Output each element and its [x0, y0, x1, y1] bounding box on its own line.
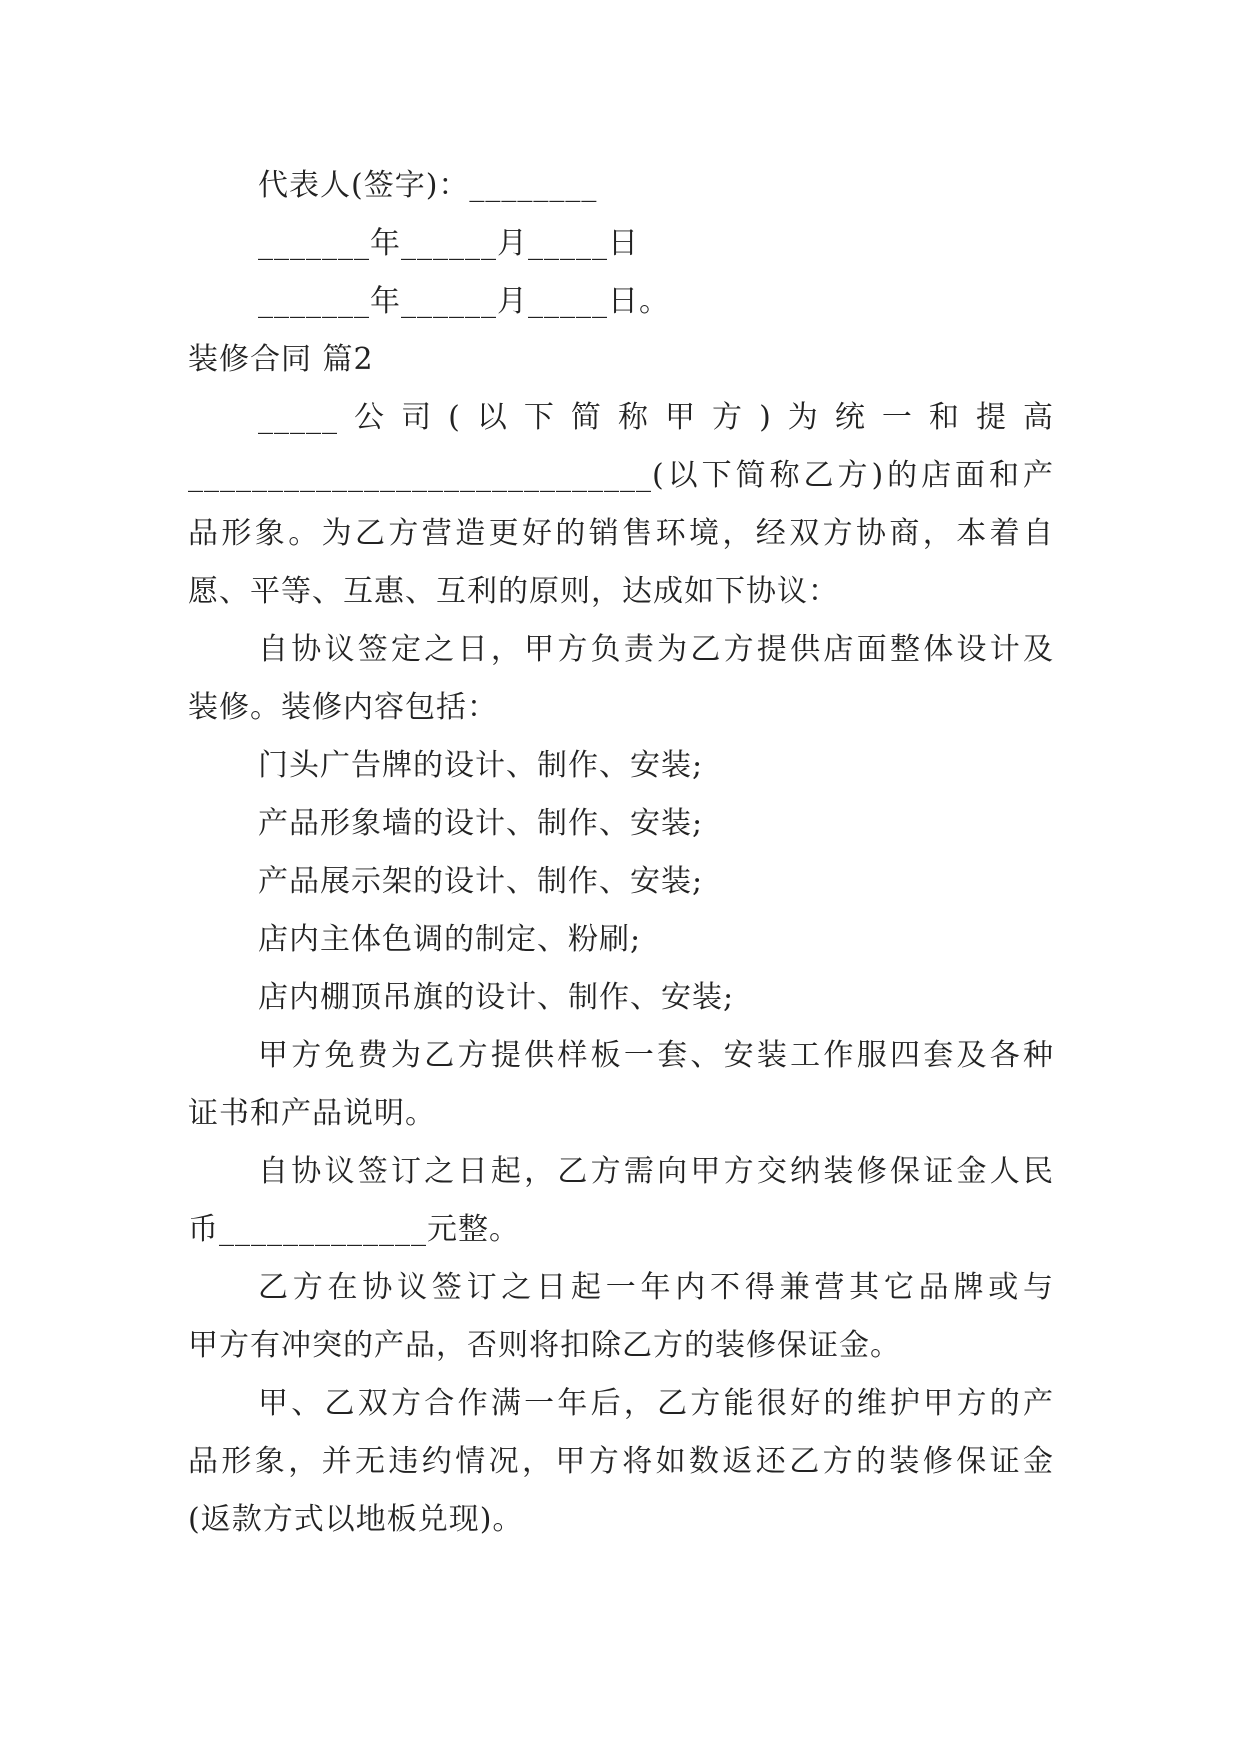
paragraph-line: 甲方有冲突的产品，否则将扣除乙方的装修保证金。: [188, 1328, 901, 1363]
list-item: 产品展示架的设计、制作、安装;: [258, 864, 704, 899]
paragraph-line: 自协议签定之日，甲方负责为乙方提供店面整体设计及: [258, 632, 1054, 667]
paragraph-line: 币_____________元整。: [188, 1212, 520, 1247]
paragraph-line: 品形象。为乙方营造更好的销售环境，经双方协商，本着自: [188, 516, 1054, 551]
section-heading: 装修合同 篇2: [188, 342, 374, 377]
paragraph-line: 愿、平等、互惠、互利的原则，达成如下协议：: [188, 574, 839, 609]
paragraph-line: 装修。装修内容包括：: [188, 690, 498, 725]
paragraph-line: 乙方在协议签订之日起一年内不得兼营其它品牌或与: [258, 1270, 1054, 1305]
paragraph-line: 品形象，并无违约情况，甲方将如数返还乙方的装修保证金: [188, 1444, 1054, 1479]
paragraph-line: _____________________________(以下简称乙方)的店面和产: [188, 458, 1054, 493]
list-item: 产品形象墙的设计、制作、安装;: [258, 806, 704, 841]
list-item: 门头广告牌的设计、制作、安装;: [258, 748, 704, 783]
list-item: 店内棚顶吊旗的设计、制作、安装;: [258, 980, 735, 1015]
paragraph-line: _____公司(以下简称甲方)为统一和提高: [258, 400, 1054, 435]
paragraph-line: 自协议签订之日起，乙方需向甲方交纳装修保证金人民: [258, 1154, 1054, 1189]
date-line: _______年______月_____日: [258, 226, 639, 261]
paragraph-line: (返款方式以地板兑现)。: [188, 1502, 524, 1537]
paragraph-line: 甲方免费为乙方提供样板一套、安装工作服四套及各种: [258, 1038, 1054, 1073]
list-item: 店内主体色调的制定、粉刷;: [258, 922, 642, 957]
paragraph-line: 甲、乙双方合作满一年后，乙方能很好的维护甲方的产: [258, 1386, 1054, 1421]
date-line: _______年______月_____日。: [258, 284, 670, 319]
representative-signature-line: 代表人(签字)：________: [258, 168, 598, 203]
paragraph-line: 证书和产品说明。: [188, 1096, 436, 1131]
